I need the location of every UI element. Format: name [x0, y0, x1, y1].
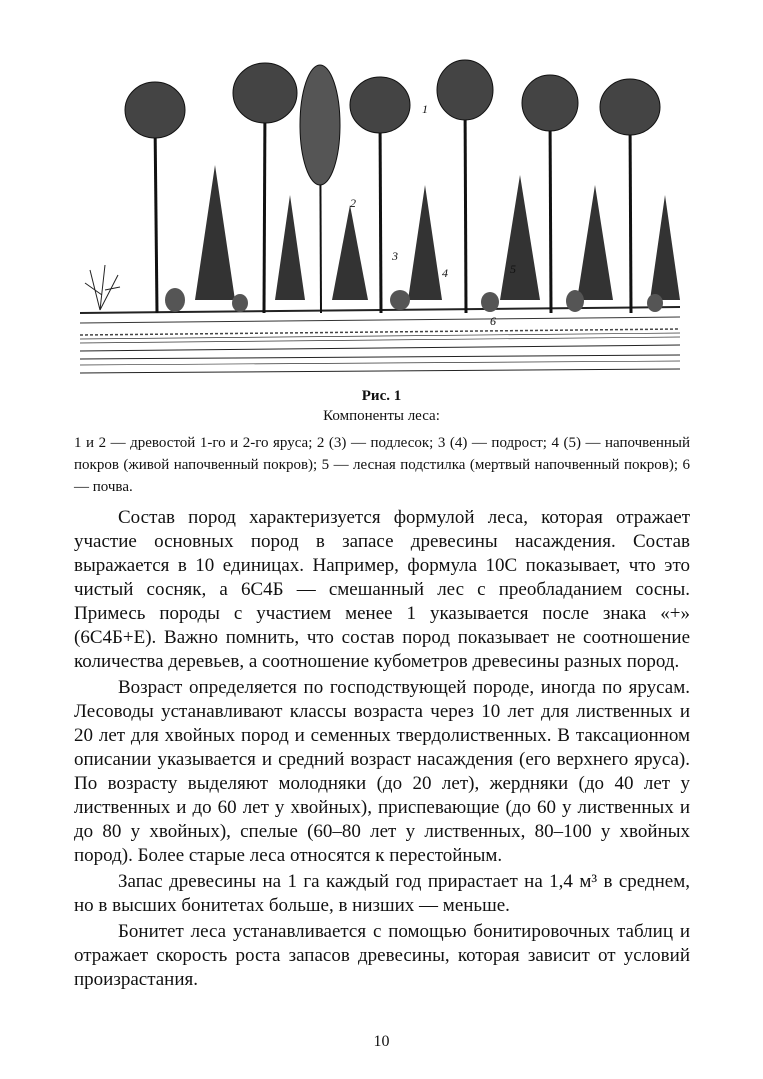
- paragraph: Запас древесины на 1 га каждый год прирастает на 1,4 м³ в среднем, но в высших бонитетах больше, в низших — меньше.: [74, 871, 690, 916]
- figure-legend-text: 1 и 2 — древостой 1-го и 2-го яруса; 2 (3) — подлесок; 3 (4) — подрост; 4 (5) — напочвенный покров (живой напочвенный покров); 5 — лесная подстилка (мертвый напочвенный покров); 6 — почва.: [74, 435, 690, 495]
- callout-6: 6: [490, 314, 496, 328]
- callout-2: 2: [350, 196, 356, 210]
- paragraph: Состав пород характеризуется формулой леса, которая отражает участие основных пород в запасе древесины насаждения. Состав выражается в 10 единицах. Например, формула 10С показывает, что это чистый сосняк, а 6С4Б — смешанный лес с преобладанием сосны. Примесь породы с участием менее 1 указывается после знака «+» (6С4Б+Е). Важно помнить, что состав пород показывает не соотношение количества деревьев, а соотношение кубометров древесины разных пород.: [74, 507, 690, 672]
- figure-title: Рис. 1: [361, 388, 402, 404]
- figure-subtitle: Компоненты леса:: [323, 408, 440, 424]
- paragraph: Бонитет леса устанавливается с помощью бонитировочных таблиц и отражает скорость роста запасов древесины, которая зависит от условий произрастания.: [74, 921, 690, 990]
- callout-5: 5: [510, 262, 516, 276]
- figure-legend: [74, 432, 690, 498]
- body-text: [74, 506, 690, 994]
- page-number: 10: [373, 1033, 390, 1050]
- callout-1: 1: [422, 102, 428, 116]
- callout-4: 4: [442, 266, 448, 280]
- forest-illustration: [80, 55, 680, 380]
- callout-3: 3: [392, 249, 398, 263]
- paragraph: Возраст определяется по господствующей породе, иногда по ярусам. Лесоводы устанавливают классы возраста через 10 лет для лиственных и 20 лет для хвойных пород и семенных твердолиственных. В таксационном описании указывается и средний возраст насаждения (его верхнего яруса). По возрасту выделяют молодняки (до 20 лет), жердняки (до 40 лет у лиственных и до 60 лет у хвойных), приспевающие (до 60 у лиственных и до 80 у хвойных), спелые (60–80 лет у лиственных, 80–100 у хвойных пород). Более старые леса относятся к перестойным.: [74, 677, 690, 866]
